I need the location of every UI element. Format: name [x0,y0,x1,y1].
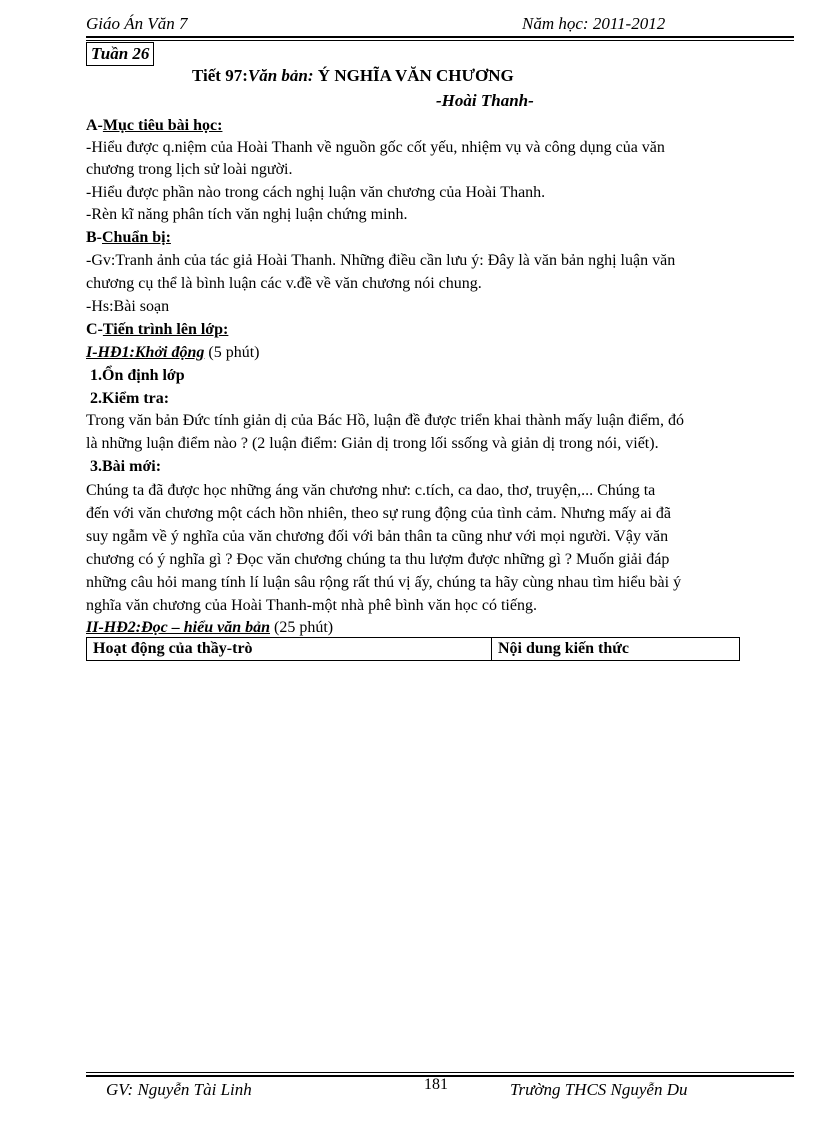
section-a-line: -Rèn kĩ năng phân tích văn nghị luận chứng minh. [86,206,408,223]
hd1-heading: I-HĐ1:Khởi động (5 phút) [86,344,260,361]
hd1-step-3: 3.Bài mới: [90,458,162,475]
section-a-line: -Hiểu được q.niệm của Hoài Thanh về nguồn gốc cốt yếu, nhiệm vụ và công dụng của văn [86,139,665,156]
lesson-title: Tiết 97:Văn bản: Ý NGHĨA VĂN CHƯƠNG [192,66,514,85]
header-rule-thin [86,40,794,41]
table-header-activity: Hoạt động của thầy-trò [87,638,492,661]
section-b-heading: B-Chuẩn bị: [86,229,171,246]
check-line: là những luận điểm nào ? (2 luận điểm: Giản dị trong lối ssống và giản dị trong nói, viết). [86,435,659,452]
footer-rule-thin [86,1072,794,1073]
hd2-heading: II-HĐ2:Đọc – hiểu văn bản (25 phút) [86,619,334,636]
section-a-line: -Hiểu được phần nào trong cách nghị luận văn chương của Hoài Thanh. [86,184,546,201]
table-header-content: Nội dung kiến thức [492,638,740,661]
hd1-step-2: 2.Kiểm tra: [90,390,170,407]
week-label: Tuần 26 [86,42,154,66]
section-c-heading: C-Tiến trình lên lớp: [86,321,229,338]
activity-table [86,637,740,661]
page-number: 181 [424,1076,448,1093]
section-a-line: chương trong lịch sử loài người. [86,161,293,178]
section-b-line: chương cụ thể là bình luận các v.đề về văn chương nói chung. [86,275,482,292]
lesson-author: -Hoài Thanh- [436,91,534,110]
header-school-year: Năm học: 2011-2012 [522,14,666,33]
footer-school: Trường THCS Nguyễn Du [510,1080,688,1099]
hd1-step-1: 1.Ổn định lớp [90,367,185,384]
new-lesson-line: suy ngẫm về ý nghĩa của văn chương đối với bản thân ta cũng như với mọi người. Vậy văn [86,528,669,545]
section-b-line: -Gv:Tranh ảnh của tác giả Hoài Thanh. Những điều cần lưu ý: Đây là văn bản nghị luận văn [86,252,676,269]
check-line: Trong văn bản Đức tính giản dị của Bác Hồ, luận đề được triển khai thành mấy luận điểm, đó [86,412,684,429]
new-lesson-line: những câu hỏi mang tính lí luận sâu rộng rất thú vị ấy, chúng ta hãy cùng nhau tìm hiểu bài ý [86,574,682,591]
new-lesson-line: Chúng ta đã được học những áng văn chương như: c.tích, ca dao, thơ, truyện,... Chúng ta [86,482,656,499]
header-rule [86,36,794,38]
section-a-heading: A-Mục tiêu bài học: [86,117,223,134]
header-subject: Giáo Án Văn 7 [86,14,188,33]
new-lesson-line: đến với văn chương một cách hồn nhiên, theo sự rung động của tình cảm. Nhưng mấy ai đã [86,505,672,522]
section-b-line: -Hs:Bài soạn [86,298,170,315]
footer-teacher: GV: Nguyễn Tài Linh [106,1080,252,1099]
new-lesson-line: chương có ý nghĩa gì ? Đọc văn chương chúng ta thu lượm được những gì ? Muốn giải đáp [86,551,670,568]
new-lesson-line: nghĩa văn chương của Hoài Thanh-một nhà phê bình văn học có tiếng. [86,597,537,614]
